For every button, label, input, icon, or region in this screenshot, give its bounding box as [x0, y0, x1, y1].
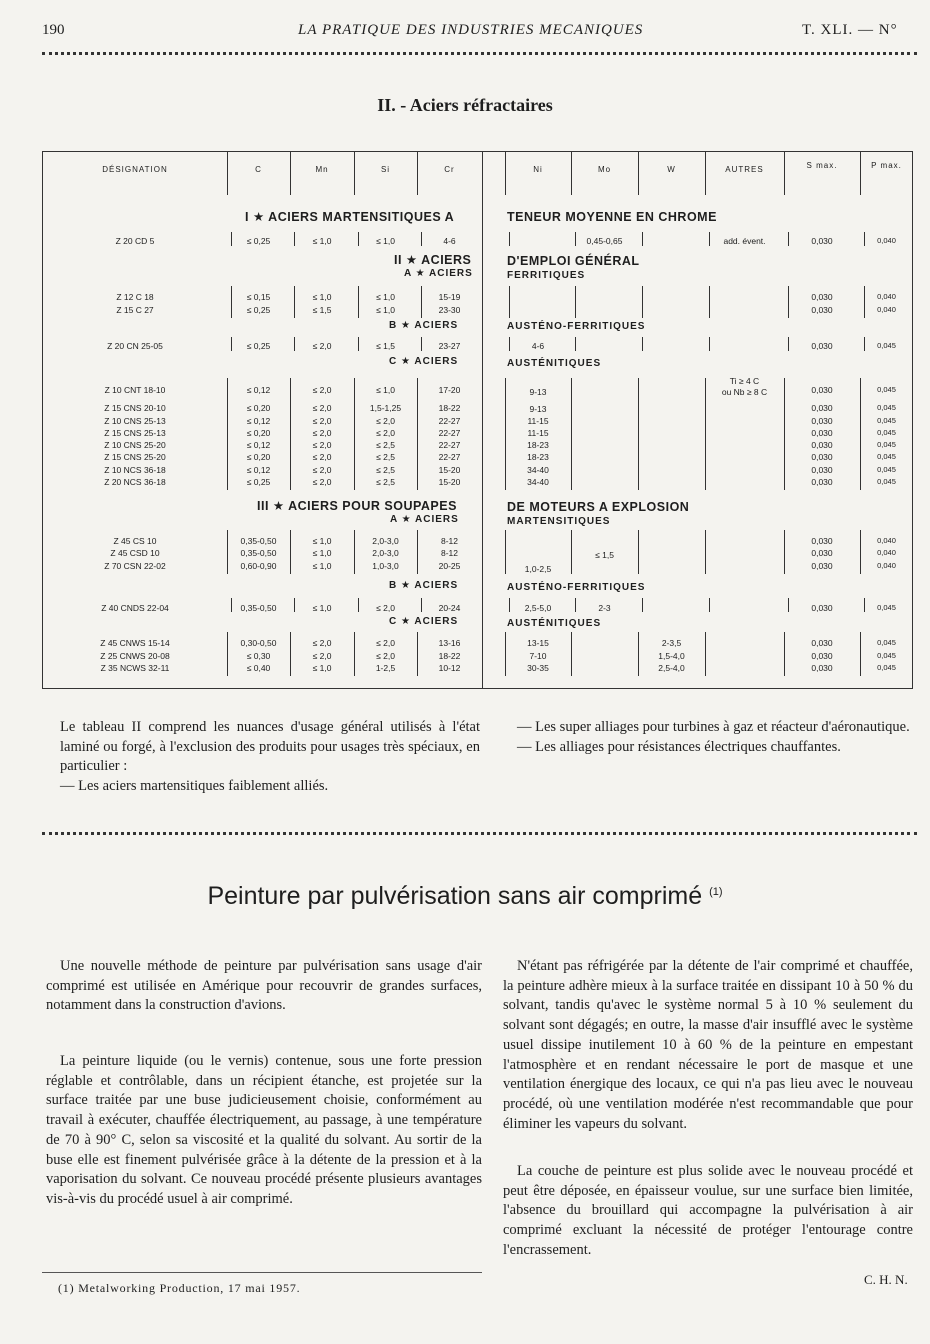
table-cell-p: 0,045	[877, 651, 896, 660]
table-cell-p: 0,045	[877, 440, 896, 449]
table-cell-c: ≤ 0,25	[246, 477, 271, 487]
row-tick	[575, 286, 576, 318]
table-cell-mn: ≤ 1,0	[312, 548, 332, 558]
table-cell-si: ≤ 1,0	[376, 236, 395, 246]
group-heading: D'EMPLOI GÉNÉRAL	[507, 254, 640, 268]
column-rule	[505, 632, 506, 676]
row-tick	[421, 232, 422, 246]
table-cell-c: 0,35-0,50	[240, 536, 277, 546]
table-note-left: Le tableau II comprend les nuances d'usage général utilisés à l'état laminé ou forgé, à l'exclusion des produits pour usages très spéciaux, en particulier : — Les aciers martensitiques faiblement alliés.	[60, 718, 480, 796]
column-rule	[417, 632, 418, 676]
row-tick	[788, 232, 789, 246]
column-rule	[227, 530, 228, 574]
table-cell-p: 0,040	[877, 292, 896, 301]
table-cell-autres: Ti ≥ 4 C	[729, 376, 760, 386]
row-tick	[788, 337, 789, 351]
article-col2-p2: La couche de peinture est plus solide avec le nouveau procédé et peut être déposée, en épaisseur voulue, sur une surface bien limitée, l'absence du brouillard qui accompagne la pulvérisation à air comprimé excluant la nécessité de protéger l'entourage contre l'encrassement.	[503, 1163, 913, 1258]
table-cell-c: ≤ 0,15	[246, 292, 271, 302]
row-tick	[709, 286, 710, 318]
table-cell-c: ≤ 0,25	[246, 305, 271, 315]
table-cell-s: 0,030	[811, 305, 833, 315]
table-cell-mo: 0,45-0,65	[586, 236, 623, 246]
table-cell-s: 0,030	[811, 292, 833, 302]
table-cell-s: 0,030	[811, 452, 833, 462]
table-cell-p: 0,040	[877, 561, 896, 570]
group-heading: II ★ ACIERS	[394, 253, 472, 267]
table-cell-w: 2,5-4,0	[658, 663, 685, 673]
volume-label: T. XLI. — N°	[802, 22, 898, 38]
table-cell-ni: 34-40	[527, 465, 549, 475]
column-rule	[290, 530, 291, 574]
table-cell-des: Z 10 CNS 25-20	[104, 440, 166, 450]
table-cell-s: 0,030	[811, 663, 833, 673]
col-header-si: Si	[380, 165, 391, 174]
table-cell-si: ≤ 2,5	[376, 440, 395, 450]
group-heading: DE MOTEURS A EXPLOSION	[507, 500, 690, 514]
column-rule	[784, 378, 785, 490]
row-tick	[358, 232, 359, 246]
column-rule	[417, 530, 418, 574]
column-rule	[505, 530, 506, 574]
table-cell-mn: ≤ 1,0	[312, 236, 332, 246]
row-tick	[788, 598, 789, 612]
table-cell-p: 0,040	[877, 536, 896, 545]
footnote: (1) Metalworking Production, 17 mai 1957.	[58, 1281, 301, 1295]
row-tick	[709, 598, 710, 612]
table-cell-p: 0,040	[877, 236, 896, 245]
row-tick	[509, 337, 510, 351]
table-cell-s: 0,030	[811, 548, 833, 558]
table-cell-ni: 11-15	[527, 428, 549, 438]
footnote-rule	[42, 1272, 482, 1273]
subgroup-heading: B ★ ACIERS	[389, 320, 459, 331]
col-header-designation: DÉSIGNATION	[102, 165, 168, 174]
table-cell-cr: 23-30	[438, 305, 461, 315]
page-number: 190	[42, 22, 65, 38]
row-tick	[294, 598, 295, 612]
column-rule	[290, 378, 291, 490]
column-rule	[784, 632, 785, 676]
row-tick	[294, 286, 295, 318]
table-note-right-item1: — Les super alliages pour turbines à gaz et réacteur d'aéronautique.	[517, 719, 910, 735]
table-cell-s: 0,030	[811, 651, 833, 661]
column-rule	[638, 530, 639, 574]
table-cell-p: 0,045	[877, 638, 896, 647]
table-cell-p: 0,045	[877, 385, 896, 394]
table-cell-mn: ≤ 2,0	[312, 428, 332, 438]
table-cell-si: ≤ 2,0	[376, 416, 395, 426]
group-heading: TENEUR MOYENNE EN CHROME	[507, 210, 717, 224]
column-rule	[290, 632, 291, 676]
col-header-autres: AUTRES	[725, 165, 764, 174]
row-tick	[231, 286, 232, 318]
table-cell-si: ≤ 2,0	[376, 638, 395, 648]
table-cell-p: 0,040	[877, 548, 896, 557]
row-tick	[358, 286, 359, 318]
table-cell-si: ≤ 1,0	[376, 292, 395, 302]
table-cell-ni: 9-13	[529, 387, 547, 397]
row-tick	[294, 337, 295, 351]
table-cell-des: Z 25 CNWS 20-08	[100, 651, 170, 661]
row-tick	[358, 598, 359, 612]
row-tick	[642, 286, 643, 318]
article-signature: C. H. N.	[864, 1272, 908, 1287]
row-tick	[575, 232, 576, 246]
table-cell-ni: 11-15	[527, 416, 549, 426]
table-cell-des: Z 35 NCWS 32-11	[100, 663, 170, 673]
row-tick	[864, 337, 865, 351]
table-cell-s: 0,030	[811, 536, 833, 546]
table-cell-mo: 2-3	[598, 603, 611, 613]
table-cell-mn: ≤ 2,0	[312, 477, 332, 487]
row-tick	[575, 337, 576, 351]
table-cell-des: Z 10 NCS 36-18	[104, 465, 166, 475]
col-header-ni: Ni	[533, 165, 543, 174]
table-cell-c: ≤ 0,30	[246, 651, 271, 661]
table-cell-mo: ≤ 1,5	[595, 550, 614, 560]
column-rule	[505, 378, 506, 490]
column-rule	[784, 530, 785, 574]
table-cell-ni: 34-40	[527, 477, 549, 487]
table-cell-autres: add. évent.	[723, 236, 766, 246]
col-header-mo: Mo	[597, 165, 612, 174]
group-heading: I ★ ACIERS MARTENSITIQUES A	[245, 210, 455, 224]
column-rule	[705, 530, 706, 574]
col-header-c: C	[255, 165, 262, 174]
table-cell-c: 0,35-0,50	[240, 548, 277, 558]
table-cell-ni: 9-13	[529, 404, 547, 414]
row-tick	[231, 598, 232, 612]
column-rule	[354, 530, 355, 574]
subgroup-heading: C ★ ACIERS	[389, 356, 459, 367]
table-cell-des: Z 45 CS 10	[113, 536, 157, 546]
table-cell-des: Z 20 CN 25-05	[107, 341, 163, 351]
table-cell-c: ≤ 0,20	[246, 452, 271, 462]
table-cell-si: ≤ 2,5	[376, 477, 395, 487]
row-tick	[421, 598, 422, 612]
table-cell-cr: 10-12	[438, 663, 461, 673]
col-header-s: S max.	[806, 161, 838, 170]
table-cell-s: 0,030	[811, 385, 833, 395]
col-header-p: P max.	[871, 161, 902, 170]
row-tick	[709, 232, 710, 246]
row-tick	[231, 232, 232, 246]
table-cell-si: 2,0-3,0	[372, 548, 399, 558]
table-cell-mn: ≤ 2,0	[312, 416, 332, 426]
table-cell-s: 0,030	[811, 638, 833, 648]
table-cell-w: 1,5-4,0	[658, 651, 685, 661]
table-cell-cr: 8-12	[440, 536, 458, 546]
table-cell-s: 0,030	[811, 403, 833, 413]
table-cell-s: 0,030	[811, 561, 833, 571]
table-cell-des: Z 15 CNS 25-13	[104, 428, 166, 438]
column-rule	[354, 378, 355, 490]
section-dotted-rule	[42, 832, 917, 835]
subgroup-heading: AUSTÉNO-FERRITIQUES	[507, 321, 646, 332]
row-tick	[642, 232, 643, 246]
table-cell-p: 0,045	[877, 341, 896, 350]
column-rule	[417, 378, 418, 490]
subgroup-heading: B ★ ACIERS	[389, 580, 459, 591]
column-rule	[860, 378, 861, 490]
subgroup-heading: AUSTÉNITIQUES	[507, 358, 602, 369]
table-cell-c: 0,30-0,50	[240, 638, 277, 648]
section-title: II. - Aciers réfractaires	[377, 95, 553, 115]
table-cell-mn: ≤ 2,0	[312, 385, 332, 395]
table-cell-si: ≤ 1,0	[376, 385, 395, 395]
table-cell-s: 0,030	[811, 416, 833, 426]
article-col2-p1: N'étant pas réfrigérée par la détente de l'air comprimé et chauffée, la peinture adhère mieux à la surface traitée en dissipant 10 à 50 % du solvant, tandis qu'avec le système normal 5 à 10 % seulement du solvant sont dégagés; en outre, la masse d'air insufflé avec le système usuel dissipe inutilement 10 à 60 % de la peinture en empestant l'atmosphère et en rendant nécessaire le port de masque et une ventilation énergique des locaux, ce qui n'a pas lieu avec le nouveau procédé, où une ventilation modérée n'est recommandable que pour éliminer les vapeurs du solvant.	[503, 958, 913, 1132]
article-col1-p1: Une nouvelle méthode de peinture par pulvérisation sans usage d'air comprimé est utilisée en Amérique pour recouvrir de grandes surfaces, notamment dans la construction d'avions.	[46, 958, 482, 1014]
table-cell-p: 0,045	[877, 428, 896, 437]
table-cell-c: 0,60-0,90	[240, 561, 277, 571]
table-cell-cr: 20-25	[438, 561, 461, 571]
table-cell-des: Z 70 CSN 22-02	[104, 561, 166, 571]
table-cell-des: Z 45 CSD 10	[110, 548, 160, 558]
table-cell-cr: 4-6	[443, 236, 456, 246]
table-cell-des: Z 40 CNDS 22-04	[101, 603, 169, 613]
table-cell-des: Z 45 CNWS 15-14	[100, 638, 170, 648]
table-cell-mn: ≤ 2,0	[312, 452, 332, 462]
article-title-ref: (1)	[709, 886, 723, 898]
table-cell-cr: 18-22	[438, 403, 461, 413]
col-header-mn: Mn	[315, 165, 329, 174]
row-tick	[864, 232, 865, 246]
table-cell-c: ≤ 0,12	[246, 385, 271, 395]
table-cell-si: ≤ 2,0	[376, 428, 395, 438]
row-tick	[358, 337, 359, 351]
row-tick	[509, 232, 510, 246]
table-cell-p: 0,045	[877, 477, 896, 486]
table-cell-cr: 20-24	[438, 603, 461, 613]
table-cell-cr: 22-27	[438, 416, 461, 426]
table-note-left-item: — Les aciers martensitiques faiblement alliés.	[60, 777, 329, 794]
table-cell-des: Z 15 C 27	[116, 305, 154, 315]
table-cell-cr: 22-27	[438, 452, 461, 462]
table-cell-si: 1,0-3,0	[372, 561, 399, 571]
article-col1-p2: La peinture liquide (ou le vernis) contenue, sous une forte pression réglable et contrôlable, dans un récipient étanche, est projetée sur la surface traitée par une buse judicieusement choisie, conformément au travail à exécuter, chauffée électriquement, au passage, à une température de 70 à 90° C, selon sa viscosité et la qualité du solvant. Au sortir de la buse elle est finement pulvérisée grâce à la détente de la pression et à la vaporisation du solvant. Ce nouveau procédé présente plusieurs avantages vis-à-vis du procédé usuel à air comprimé.	[46, 1053, 482, 1207]
col-header-cr: Cr	[444, 165, 455, 174]
subgroup-heading: A ★ ACIERS	[390, 514, 459, 525]
row-tick	[642, 337, 643, 351]
table-cell-c: ≤ 0,20	[246, 428, 271, 438]
table-cell-s: 0,030	[811, 603, 833, 613]
table-cell-mn: ≤ 1,0	[312, 292, 332, 302]
column-rule	[571, 378, 572, 490]
table-cell-cr: 15-19	[438, 292, 461, 302]
subgroup-heading: FERRITIQUES	[507, 270, 586, 281]
row-tick	[642, 598, 643, 612]
table-cell-ni: 1,0-2,5	[524, 564, 552, 574]
table-cell-p: 0,045	[877, 416, 896, 425]
table-cell-ni: 18-23	[527, 452, 549, 462]
column-rule	[860, 530, 861, 574]
table-cell-c: ≤ 0,25	[246, 341, 271, 351]
table-cell-c: ≤ 0,12	[246, 440, 271, 450]
table-cell-cr: 18-22	[438, 651, 461, 661]
column-rule	[860, 632, 861, 676]
column-rule	[705, 378, 706, 490]
table-cell-si: ≤ 1,5	[376, 341, 395, 351]
table-cell-cr: 17-20	[438, 385, 461, 395]
column-rule	[354, 632, 355, 676]
table-cell-ni: 2,5-5,0	[524, 603, 552, 613]
table-cell-mn: ≤ 1,5	[312, 305, 332, 315]
table-cell-autres: ou Nb ≥ 8 C	[721, 387, 768, 397]
table-cell-ni: 7-10	[529, 651, 547, 661]
table-cell-cr: 15-20	[438, 465, 461, 475]
table-cell-cr: 22-27	[438, 440, 461, 450]
column-rule	[638, 378, 639, 490]
table-cell-c: 0,35-0,50	[240, 603, 277, 613]
row-tick	[709, 337, 710, 351]
table-cell-s: 0,030	[811, 236, 833, 246]
col-header-w: W	[667, 165, 676, 174]
journal-title: LA PRATIQUE DES INDUSTRIES MECANIQUES	[298, 22, 644, 38]
table-cell-des: Z 10 CNS 25-13	[104, 416, 166, 426]
table-cell-mn: ≤ 2,0	[312, 403, 332, 413]
table-cell-c: ≤ 0,40	[246, 663, 271, 673]
table-cell-si: ≤ 1,0	[376, 305, 395, 315]
table-cell-si: 2,0-3,0	[372, 536, 399, 546]
table-cell-cr: 8-12	[440, 548, 458, 558]
table-cell-des: Z 10 CNT 18-10	[104, 385, 166, 395]
table-cell-mn: ≤ 2,0	[312, 651, 332, 661]
column-rule	[571, 632, 572, 676]
row-tick	[294, 232, 295, 246]
subgroup-heading: AUSTÉNITIQUES	[507, 618, 602, 629]
row-tick	[231, 337, 232, 351]
table-cell-si: 1,5-1,25	[369, 403, 402, 413]
table-cell-mn: ≤ 1,0	[312, 561, 332, 571]
table-cell-des: Z 15 CNS 25-20	[104, 452, 166, 462]
row-tick	[421, 337, 422, 351]
article-title: Peinture par pulvérisation sans air comprimé $^{(1)}$	[207, 882, 723, 910]
row-tick	[788, 286, 789, 318]
table-cell-s: 0,030	[811, 428, 833, 438]
row-tick	[509, 598, 510, 612]
subgroup-heading: AUSTÉNO-FERRITIQUES	[507, 582, 646, 593]
table-cell-cr: 22-27	[438, 428, 461, 438]
table-cell-p: 0,040	[877, 305, 896, 314]
table-cell-ni: 4-6	[531, 341, 545, 351]
table-cell-mn: ≤ 2,0	[312, 638, 332, 648]
table-cell-si: ≤ 2,0	[376, 603, 395, 613]
table-cell-p: 0,045	[877, 663, 896, 672]
row-tick	[864, 598, 865, 612]
column-rule	[227, 378, 228, 490]
row-tick	[421, 286, 422, 318]
table-cell-p: 0,045	[877, 603, 896, 612]
table-note-right	[503, 718, 913, 757]
row-tick	[575, 598, 576, 612]
table-cell-s: 0,030	[811, 440, 833, 450]
table-cell-mn: ≤ 2,0	[312, 341, 332, 351]
table-cell-c: ≤ 0,12	[246, 465, 271, 475]
table-cell-des: Z 20 NCS 36-18	[104, 477, 166, 487]
column-rule	[638, 632, 639, 676]
table-cell-mn: ≤ 2,0	[312, 440, 332, 450]
header-dotted-rule	[42, 52, 917, 55]
table-cell-w: 2-3,5	[661, 638, 682, 648]
table-cell-cr: 23-27	[438, 341, 461, 351]
table-cell-mn: ≤ 1,0	[312, 663, 332, 673]
table-cell-cr: 13-16	[438, 638, 461, 648]
table-cell-si: ≤ 2,0	[376, 651, 395, 661]
subgroup-heading: A ★ ACIERS	[404, 268, 473, 279]
table-cell-mn: ≤ 1,0	[312, 603, 332, 613]
table-cell-cr: 15-20	[438, 477, 461, 487]
table-cell-p: 0,045	[877, 452, 896, 461]
table-cell-s: 0,030	[811, 465, 833, 475]
column-rule	[705, 632, 706, 676]
table-cell-c: ≤ 0,20	[246, 403, 271, 413]
table-cell-ni: 30-35	[527, 663, 549, 673]
table-cell-si: ≤ 2,5	[376, 452, 395, 462]
row-tick	[864, 286, 865, 318]
subgroup-heading: C ★ ACIERS	[389, 616, 459, 627]
table-cell-si: ≤ 2,5	[376, 465, 395, 475]
table-cell-p: 0,045	[877, 403, 896, 412]
table-cell-s: 0,030	[811, 477, 833, 487]
group-heading: III ★ ACIERS POUR SOUPAPES	[257, 499, 457, 513]
table-cell-si: 1-2,5	[375, 663, 396, 673]
column-rule	[571, 530, 572, 574]
table-cell-p: 0,045	[877, 465, 896, 474]
table-cell-des: Z 12 C 18	[116, 292, 154, 302]
table-cell-mn: ≤ 1,0	[312, 536, 332, 546]
subgroup-heading: MARTENSITIQUES	[507, 516, 611, 527]
table-cell-s: 0,030	[811, 341, 833, 351]
table-note-right-item2: — Les alliages pour résistances électriques chauffantes.	[517, 738, 841, 755]
table-cell-ni: 13-15	[527, 638, 549, 648]
row-tick	[509, 286, 510, 318]
table-cell-c: ≤ 0,12	[246, 416, 271, 426]
column-rule	[227, 632, 228, 676]
table-cell-des: Z 20 CD 5	[115, 236, 155, 246]
table-cell-des: Z 15 CNS 20-10	[104, 403, 166, 413]
table-cell-c: ≤ 0,25	[246, 236, 271, 246]
table-cell-mn: ≤ 2,0	[312, 465, 332, 475]
table-cell-ni: 18-23	[527, 440, 549, 450]
